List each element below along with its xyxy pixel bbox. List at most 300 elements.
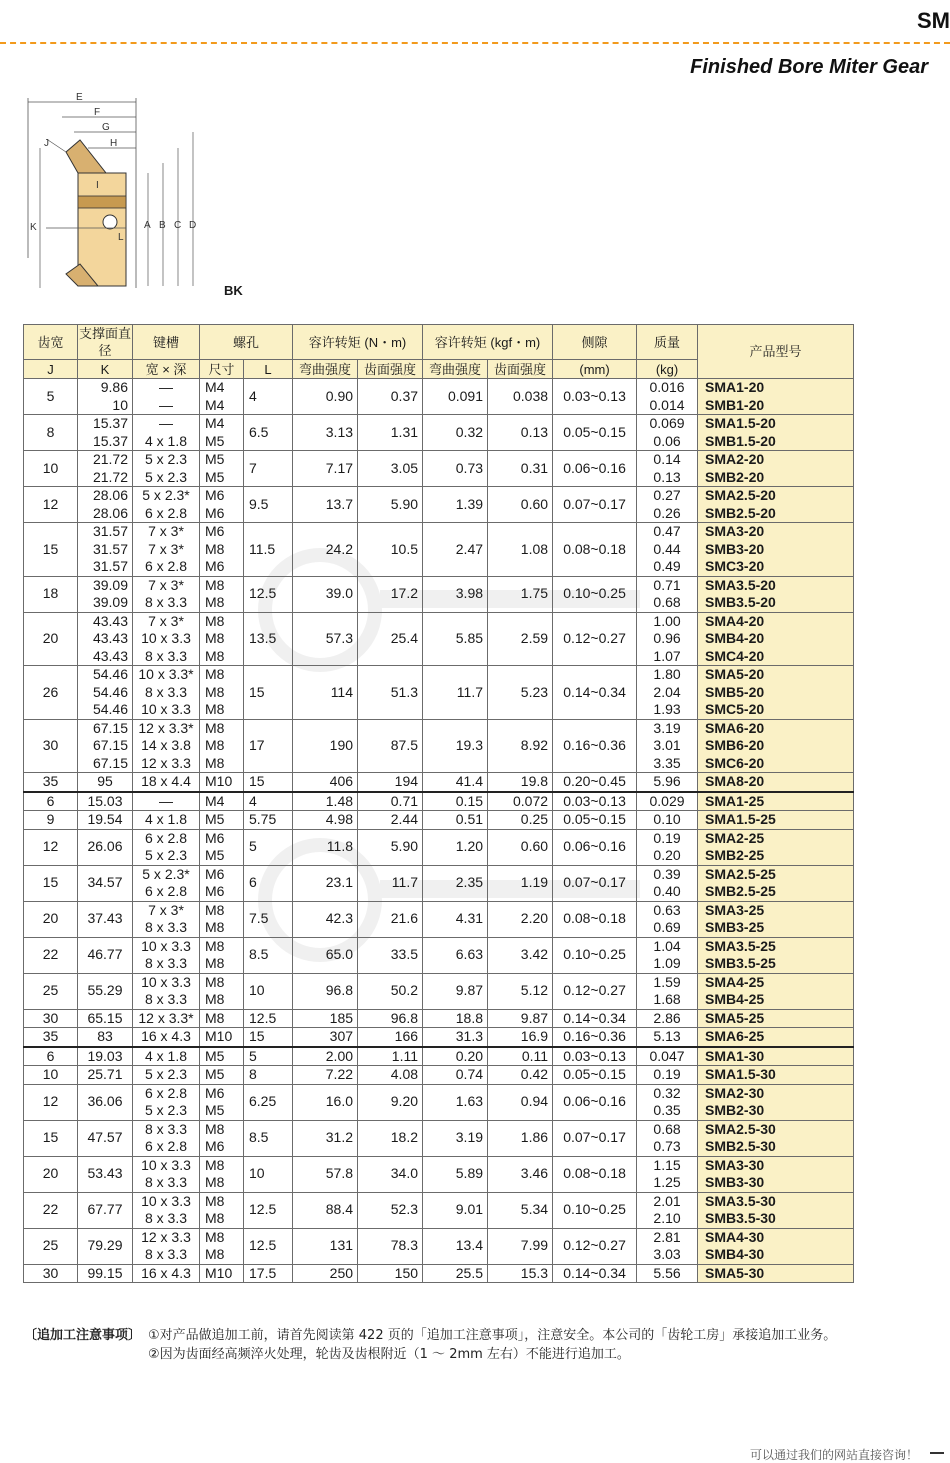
- cell-mass-line: 0.06: [653, 432, 681, 449]
- cell-nm-surface: 1.31: [358, 415, 423, 451]
- cell-screw-size: [200, 773, 244, 792]
- cell-screw-size-line: M4: [205, 379, 225, 395]
- cell-j: 25: [24, 973, 78, 1009]
- cell-k-line: 28.06: [92, 504, 128, 521]
- cell-mass-line: 5.96: [653, 773, 681, 789]
- cell-k-line: 31.57: [92, 540, 128, 557]
- cell-kgf-surface: 0.94: [488, 1084, 553, 1120]
- cell-model-line: SMB3.5-30: [705, 1210, 776, 1226]
- cell-screw-size-line: M5: [205, 811, 225, 827]
- cell-mass-line: 3.03: [653, 1246, 681, 1262]
- cell-kgf-bending: 5.89: [423, 1156, 488, 1192]
- cell-keyway-line: 8 x 3.3: [144, 1174, 188, 1190]
- cell-backlash: 0.06~0.16: [553, 451, 637, 487]
- cell-backlash: 0.14~0.34: [553, 1009, 637, 1028]
- cell-nm-surface: 33.5: [358, 937, 423, 973]
- cell-screw-size-line: M8: [205, 754, 225, 771]
- table-row: [24, 1192, 854, 1228]
- cell-keyway-line: 10 x 3.3: [141, 1192, 191, 1209]
- cell-k: [78, 901, 133, 937]
- cell-screw-size: [200, 937, 244, 973]
- cell-kgf-bending: 0.091: [423, 379, 488, 415]
- cell-backlash: 0.05~0.15: [553, 415, 637, 451]
- cell-mass-line: 1.15: [653, 1156, 681, 1173]
- cell-kgf-bending: 13.4: [423, 1228, 488, 1264]
- page-title: Finished Bore Miter Gear: [690, 56, 928, 78]
- cell-l: 15: [244, 773, 293, 792]
- cell-model-line: SMA2.5-25: [705, 865, 776, 882]
- cell-kgf-bending: 18.8: [423, 1009, 488, 1028]
- processing-notes: [24, 1326, 836, 1364]
- cell-kgf-bending: 0.32: [423, 415, 488, 451]
- cell-model-line: SMC3-20: [705, 558, 765, 574]
- cell-k-line: 67.15: [92, 737, 128, 753]
- cell-mass-line: 0.13: [653, 468, 681, 485]
- cell-backlash: 0.03~0.13: [553, 379, 637, 415]
- cell-model-line: SMA1.5-25: [705, 811, 776, 827]
- cell-l: 12.5: [244, 576, 293, 612]
- cell-mass-line: 0.069: [649, 415, 685, 431]
- cell-screw-size: [200, 719, 244, 773]
- cell-k: [78, 1009, 133, 1028]
- spec-table: [23, 324, 854, 1283]
- cell-keyway-line: 14 x 3.8: [141, 737, 191, 753]
- cell-k-line: 19.03: [87, 1047, 123, 1064]
- cell-k: [78, 666, 133, 720]
- cell-l: 9.5: [244, 487, 293, 523]
- cell-kgf-bending: 1.20: [423, 829, 488, 865]
- cell-model: [698, 1066, 854, 1085]
- cell-kgf-bending: 0.74: [423, 1066, 488, 1085]
- cell-nm-bending: 31.2: [293, 1120, 358, 1156]
- col-header-model: 产品型号: [698, 325, 854, 379]
- table-row: [24, 1156, 854, 1192]
- cell-keyway-line: 10 x 3.3: [141, 937, 191, 954]
- cell-keyway-line: 8 x 3.3: [144, 1210, 188, 1226]
- cell-k-line: 43.43: [92, 630, 128, 646]
- table-row: [24, 379, 854, 415]
- cell-mass: [637, 901, 698, 937]
- cell-backlash: 0.08~0.18: [553, 1156, 637, 1192]
- cell-screw-size-line: M6: [205, 504, 225, 521]
- cell-keyway-line: —: [159, 415, 173, 431]
- col-header-backlash: 侧隙: [553, 325, 637, 360]
- cell-screw-size-line: M5: [205, 1066, 225, 1082]
- cell-nm-bending: 307: [293, 1028, 358, 1047]
- notes-label: 〔追加工注意事项〕: [24, 1328, 142, 1343]
- cell-keyway: [133, 1009, 200, 1028]
- cell-keyway-line: 10 x 3.3: [141, 701, 191, 717]
- cell-keyway-line: 4 x 1.8: [144, 432, 188, 449]
- cell-backlash: 0.12~0.27: [553, 1228, 637, 1264]
- cell-keyway-line: 6 x 2.8: [144, 883, 188, 899]
- cell-mass: [637, 1028, 698, 1047]
- cell-keyway: [133, 415, 200, 451]
- cell-model-line: SMA1.5-20: [705, 415, 776, 431]
- cell-j: 12: [24, 829, 78, 865]
- cell-mass-line: 1.93: [653, 701, 681, 717]
- cell-screw-size-line: M6: [205, 487, 225, 503]
- cell-mass: [637, 1264, 698, 1283]
- cell-mass: [637, 523, 698, 577]
- cell-backlash: 0.07~0.17: [553, 865, 637, 901]
- cell-j: 20: [24, 612, 78, 666]
- col-header-torque-nm: 容许转矩 (N・m): [293, 325, 423, 360]
- cell-nm-bending: 406: [293, 773, 358, 792]
- cell-kgf-surface: 3.46: [488, 1156, 553, 1192]
- cell-k-line: 39.09: [92, 594, 128, 610]
- cell-model: [698, 487, 854, 523]
- cell-mass: [637, 1228, 698, 1264]
- cell-screw-size-line: M8: [205, 1174, 225, 1190]
- cell-nm-bending: 88.4: [293, 1192, 358, 1228]
- cell-screw-size: [200, 576, 244, 612]
- cell-model-line: SMA8-20: [705, 773, 765, 789]
- cell-mass: [637, 379, 698, 415]
- cell-keyway-line: 16 x 4.3: [141, 1028, 191, 1044]
- cell-screw-size: [200, 901, 244, 937]
- cell-mass-line: 0.32: [653, 1084, 681, 1101]
- cell-model: [698, 865, 854, 901]
- note-line-1: [24, 1326, 836, 1345]
- cell-k-line: 19.54: [87, 811, 123, 827]
- cell-mass-line: 0.68: [653, 1120, 681, 1137]
- cell-mass: [637, 1156, 698, 1192]
- cell-screw-size-line: M8: [205, 683, 225, 700]
- cell-nm-bending: 24.2: [293, 523, 358, 577]
- cell-backlash: 0.14~0.34: [553, 1264, 637, 1283]
- cell-keyway: [133, 379, 200, 415]
- cell-keyway-line: 7 x 3*: [148, 523, 184, 539]
- cell-model-line: SMA1.5-30: [705, 1066, 776, 1082]
- cell-screw-size-line: M8: [205, 719, 225, 736]
- cell-keyway-line: 5 x 2.3: [144, 468, 188, 485]
- cell-model: [698, 451, 854, 487]
- cell-screw-size-line: M5: [205, 432, 225, 449]
- cell-kgf-bending: 3.98: [423, 576, 488, 612]
- cell-l: 7: [244, 451, 293, 487]
- cell-model: [698, 576, 854, 612]
- cell-screw-size: [200, 1192, 244, 1228]
- cell-kgf-bending: 6.63: [423, 937, 488, 973]
- cell-nm-bending: 185: [293, 1009, 358, 1028]
- cell-nm-bending: 2.00: [293, 1047, 358, 1066]
- cell-model: [698, 773, 854, 792]
- cell-screw-size-line: M6: [205, 883, 225, 899]
- cell-nm-surface: 96.8: [358, 1009, 423, 1028]
- cell-kgf-surface: 2.59: [488, 612, 553, 666]
- cell-kgf-surface: 0.60: [488, 829, 553, 865]
- cell-screw-size-line: M8: [205, 576, 225, 593]
- cell-model-line: SMA5-30: [705, 1264, 765, 1281]
- cell-nm-bending: 250: [293, 1264, 358, 1283]
- cell-model: [698, 1120, 854, 1156]
- cell-backlash: 0.14~0.34: [553, 666, 637, 720]
- cell-kgf-surface: 9.87: [488, 1009, 553, 1028]
- cell-model: [698, 1156, 854, 1192]
- col-header-mass: 质量: [637, 325, 698, 360]
- cell-screw-size-line: M4: [205, 396, 225, 413]
- cell-mass-line: 1.07: [653, 647, 681, 664]
- cell-keyway-line: 12 x 3.3: [141, 1228, 191, 1245]
- cell-k-line: 31.57: [92, 523, 128, 539]
- cell-model-line: SMB1.5-20: [705, 432, 776, 449]
- cell-k: [78, 379, 133, 415]
- cell-mass: [637, 576, 698, 612]
- cell-mass-line: 0.14: [653, 451, 681, 467]
- cell-keyway: [133, 773, 200, 792]
- cell-k: [78, 937, 133, 973]
- cell-l: 15: [244, 666, 293, 720]
- cell-model-line: SMA6-25: [705, 1028, 765, 1044]
- cell-kgf-bending: 9.01: [423, 1192, 488, 1228]
- cell-kgf-surface: 5.12: [488, 973, 553, 1009]
- note-text-1: ①对产品做追加工前，请首先阅读第 422 页的「追加工注意事项」，注意安全。本公司的「齿轮工房」承接追加工业务。: [148, 1328, 837, 1343]
- cell-keyway: [133, 612, 200, 666]
- cell-nm-surface: 2.44: [358, 811, 423, 830]
- cell-screw-size-line: M6: [205, 829, 225, 846]
- cell-nm-bending: 7.17: [293, 451, 358, 487]
- cell-mass: [637, 937, 698, 973]
- cell-nm-bending: 39.0: [293, 576, 358, 612]
- cell-screw-size-line: M8: [205, 1009, 225, 1026]
- cell-kgf-surface: 3.42: [488, 937, 553, 973]
- cell-k-line: 54.46: [92, 701, 128, 717]
- cell-nm-surface: 52.3: [358, 1192, 423, 1228]
- cell-kgf-surface: 2.20: [488, 901, 553, 937]
- cell-kgf-bending: 11.7: [423, 666, 488, 720]
- cell-keyway: [133, 811, 200, 830]
- cell-keyway-line: 5 x 2.3: [144, 847, 188, 863]
- cell-model-line: SMB6-20: [705, 737, 765, 753]
- cell-keyway: [133, 865, 200, 901]
- cell-model-line: SMA2-25: [705, 829, 765, 846]
- cell-model-line: SMA2.5-20: [705, 487, 776, 503]
- cell-mass-line: 2.81: [653, 1228, 681, 1245]
- cell-keyway-line: 5 x 2.3: [144, 1066, 188, 1082]
- cell-j: 15: [24, 865, 78, 901]
- cell-model: [698, 1264, 854, 1283]
- cell-nm-surface: 5.90: [358, 829, 423, 865]
- cell-l: 4: [244, 379, 293, 415]
- table-row: [24, 523, 854, 577]
- cell-k-line: 21.72: [92, 468, 128, 485]
- cell-mass-line: 1.68: [653, 991, 681, 1007]
- cell-keyway-line: 7 x 3*: [148, 612, 184, 629]
- cell-backlash: 0.10~0.25: [553, 1192, 637, 1228]
- cell-mass: [637, 1047, 698, 1066]
- cell-screw-size: [200, 792, 244, 811]
- table-row: [24, 792, 854, 811]
- col-sub-k: K: [78, 360, 133, 379]
- cell-mass-line: 0.014: [649, 396, 685, 413]
- cell-j: 12: [24, 487, 78, 523]
- cell-kgf-surface: 5.23: [488, 666, 553, 720]
- cell-backlash: 0.16~0.36: [553, 1028, 637, 1047]
- cell-kgf-bending: 1.63: [423, 1084, 488, 1120]
- cell-k: [78, 612, 133, 666]
- cell-mass-line: 0.047: [649, 1047, 685, 1064]
- cell-screw-size: [200, 666, 244, 720]
- cell-screw-size: [200, 379, 244, 415]
- cell-mass-line: 5.13: [653, 1028, 681, 1044]
- cell-backlash: 0.10~0.25: [553, 576, 637, 612]
- cell-mass: [637, 829, 698, 865]
- dim-label-b: B: [159, 220, 166, 231]
- cell-kgf-surface: 7.99: [488, 1228, 553, 1264]
- cell-model-line: SMB2.5-30: [705, 1138, 776, 1154]
- cell-j: 20: [24, 1156, 78, 1192]
- cell-model-line: SMB3.5-20: [705, 594, 776, 610]
- cell-keyway: [133, 973, 200, 1009]
- cell-keyway-line: 16 x 4.3: [141, 1264, 191, 1281]
- cell-model: [698, 1028, 854, 1047]
- cell-screw-size-line: M5: [205, 1047, 225, 1064]
- cell-k-line: 46.77: [87, 946, 123, 963]
- cell-model-line: SMB3-30: [705, 1174, 765, 1190]
- cell-model-line: SMA6-20: [705, 719, 765, 736]
- cell-screw-size: [200, 811, 244, 830]
- cell-keyway-line: 6 x 2.8: [144, 829, 188, 846]
- col-header-keyway: 键槽: [133, 325, 200, 360]
- cell-model-line: SMA2-30: [705, 1084, 765, 1101]
- table-row: [24, 1120, 854, 1156]
- cell-nm-surface: 18.2: [358, 1120, 423, 1156]
- cell-screw-size-line: M4: [205, 415, 225, 431]
- cell-nm-surface: 25.4: [358, 612, 423, 666]
- cell-kgf-surface: 0.31: [488, 451, 553, 487]
- dim-label-g: G: [102, 122, 110, 133]
- cell-j: 20: [24, 901, 78, 937]
- cell-kgf-surface: 19.8: [488, 773, 553, 792]
- cell-l: 5: [244, 829, 293, 865]
- cell-screw-size-line: M8: [205, 1246, 225, 1262]
- cell-keyway-line: 8 x 3.3: [144, 955, 188, 971]
- cell-keyway-line: 7 x 3*: [148, 540, 184, 557]
- cell-keyway: [133, 829, 200, 865]
- cell-model-line: SMA3-25: [705, 901, 765, 918]
- cell-mass: [637, 487, 698, 523]
- table-row: [24, 576, 854, 612]
- cell-screw-size: [200, 1009, 244, 1028]
- cell-kgf-bending: 1.39: [423, 487, 488, 523]
- cell-j: 12: [24, 1084, 78, 1120]
- cell-model: [698, 719, 854, 773]
- cell-j: 8: [24, 415, 78, 451]
- cell-screw-size-line: M8: [205, 1228, 225, 1245]
- cell-screw-size: [200, 487, 244, 523]
- table-row: [24, 865, 854, 901]
- cell-model-line: SMB3-20: [705, 540, 765, 557]
- cell-keyway-line: 4 x 1.8: [144, 1047, 188, 1064]
- cell-k: [78, 811, 133, 830]
- cell-k: [78, 719, 133, 773]
- cell-k: [78, 487, 133, 523]
- col-sub-size: 尺寸: [200, 360, 244, 379]
- cell-mass-line: 2.01: [653, 1192, 681, 1209]
- cell-backlash: 0.20~0.45: [553, 773, 637, 792]
- cell-keyway-line: 6 x 2.8: [144, 1138, 188, 1154]
- cell-j: 30: [24, 719, 78, 773]
- col-sub-width-depth: 宽 × 深: [133, 360, 200, 379]
- cell-nm-bending: 131: [293, 1228, 358, 1264]
- cell-model-line: SMB2.5-25: [705, 883, 776, 899]
- cell-nm-surface: 21.6: [358, 901, 423, 937]
- cell-mass: [637, 1084, 698, 1120]
- cell-keyway: [133, 1047, 200, 1066]
- cell-keyway-line: 8 x 3.3: [144, 919, 188, 935]
- cell-kgf-surface: 1.86: [488, 1120, 553, 1156]
- table-row: [24, 973, 854, 1009]
- cell-kgf-bending: 9.87: [423, 973, 488, 1009]
- cell-mass: [637, 666, 698, 720]
- type-label: BK: [224, 283, 243, 298]
- cell-keyway-line: 5 x 2.3: [144, 1102, 188, 1118]
- cell-nm-surface: 11.7: [358, 865, 423, 901]
- cell-kgf-surface: 5.34: [488, 1192, 553, 1228]
- table-row: [24, 612, 854, 666]
- cell-screw-size: [200, 865, 244, 901]
- cell-k-line: 34.57: [87, 874, 123, 891]
- cell-keyway-line: 7 x 3*: [148, 901, 184, 918]
- cell-keyway: [133, 1028, 200, 1047]
- cell-nm-surface: 4.08: [358, 1066, 423, 1085]
- cell-mass-line: 0.20: [653, 847, 681, 863]
- cell-mass-line: 2.04: [653, 683, 681, 700]
- cell-k: [78, 415, 133, 451]
- cell-k-line: 95: [97, 773, 113, 789]
- cell-backlash: 0.05~0.15: [553, 1066, 637, 1085]
- cell-mass-line: 0.47: [653, 523, 681, 539]
- cell-kgf-surface: 0.11: [488, 1047, 553, 1066]
- cell-model-line: SMA4-20: [705, 612, 765, 629]
- cell-backlash: 0.12~0.27: [553, 973, 637, 1009]
- cell-nm-surface: 34.0: [358, 1156, 423, 1192]
- cell-k: [78, 1120, 133, 1156]
- cell-l: 5: [244, 1047, 293, 1066]
- cell-nm-bending: 42.3: [293, 901, 358, 937]
- cell-l: 5.75: [244, 811, 293, 830]
- cell-keyway: [133, 523, 200, 577]
- cell-kgf-bending: 0.20: [423, 1047, 488, 1066]
- cell-l: 10: [244, 973, 293, 1009]
- cell-kgf-bending: 41.4: [423, 773, 488, 792]
- cell-l: 12.5: [244, 1192, 293, 1228]
- cell-keyway-line: 12 x 3.3: [141, 754, 191, 771]
- cell-model: [698, 811, 854, 830]
- cell-mass-line: 0.19: [653, 1066, 681, 1082]
- cell-j: 10: [24, 451, 78, 487]
- cell-screw-size-line: M8: [205, 955, 225, 971]
- cell-screw-size: [200, 451, 244, 487]
- col-header-screw-hole: 螺孔: [200, 325, 293, 360]
- cell-kgf-surface: 0.072: [488, 792, 553, 811]
- cell-mass: [637, 1192, 698, 1228]
- cell-keyway-line: 12 x 3.3*: [138, 719, 194, 736]
- cell-model-line: SMC6-20: [705, 754, 765, 771]
- cell-kgf-bending: 0.15: [423, 792, 488, 811]
- cell-screw-size-line: M8: [205, 1192, 225, 1209]
- col-sub-nm-bending: 弯曲强度: [293, 360, 358, 379]
- cell-model-line: SMA1-25: [705, 792, 765, 809]
- cell-mass-line: 3.19: [653, 719, 681, 736]
- cell-model-line: SMB3-25: [705, 919, 765, 935]
- cell-k-line: 15.37: [92, 415, 128, 431]
- cell-keyway: [133, 1084, 200, 1120]
- cell-j: 22: [24, 1192, 78, 1228]
- cell-k: [78, 1264, 133, 1283]
- cell-nm-surface: 166: [358, 1028, 423, 1047]
